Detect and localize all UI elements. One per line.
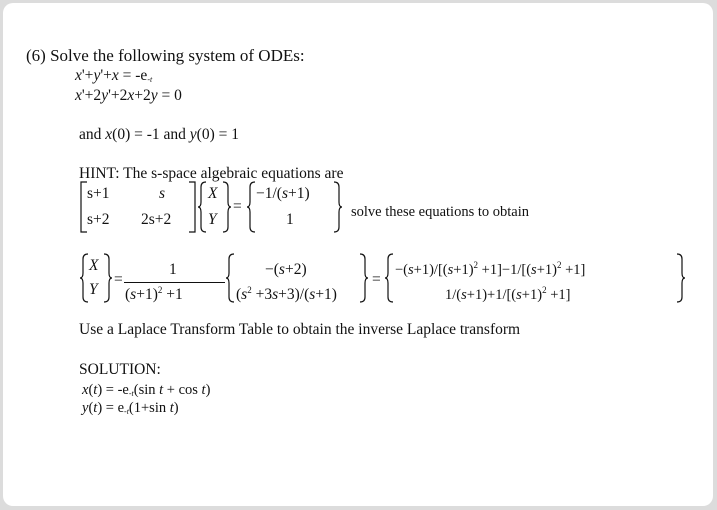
matrix-r2c1: s+2: [87, 211, 110, 228]
sol-equals-2: =: [372, 271, 381, 288]
vector-right-brace: [222, 181, 232, 233]
fraction-bar: [124, 282, 225, 283]
matrix-right-bracket: [187, 181, 197, 233]
ode-equation-2: x'+2y'+2x+2y = 0: [75, 87, 182, 104]
y-solution: $y(t) = e_{-t}(1+\sin$ t): [82, 400, 179, 416]
rhs-top: −1/(s+1): [256, 185, 310, 202]
initial-conditions: and x(0) = -1 and y(0) = 1: [79, 126, 239, 143]
vector-left-brace: [197, 181, 207, 233]
frac-denominator: $(s+1)^2 +1$: [125, 285, 183, 303]
frac-numerator: 1: [169, 261, 177, 278]
sol-vector-left-brace: [79, 253, 89, 303]
vector-y: Y: [208, 211, 217, 228]
final-right-brace: [676, 253, 686, 303]
matrix-r1c2: s: [159, 185, 166, 202]
hint-text: HINT: The s-space algebraic equations are: [79, 165, 344, 182]
vector-x: X: [208, 185, 218, 202]
problem-sheet: [3, 3, 713, 506]
solution-label: SOLUTION:: [79, 361, 161, 378]
final-bottom: $1/(s+1)+1/[(s+1)^2 +1]$: [445, 285, 571, 303]
rhs-bottom: 1: [286, 211, 294, 228]
sol-equals-1: =: [114, 271, 123, 288]
rhs-left-brace: [246, 181, 256, 233]
matrix-equals: =: [233, 198, 242, 215]
inner-bottom: $(s^2 +3s+3)/(s+1)$: [236, 285, 337, 303]
sol-vector-x: X: [89, 257, 99, 274]
matrix-r2c2: 2s+2: [141, 211, 172, 228]
inner-left-brace: [225, 253, 235, 303]
matrix-r1c1: s+1: [87, 185, 110, 202]
sol-vector-y: Y: [89, 281, 98, 298]
solve-instruction: solve these equations to obtain: [351, 204, 529, 220]
sol-vector-right-brace: [103, 253, 113, 303]
final-top: $-(s+1)/[(s+1)^2 +1]-1/[(s+1)^2 +1]$: [395, 260, 586, 278]
inner-top: −(s+2): [265, 261, 307, 278]
ode-equation-1: $x'+y'+x = -e_{-t}$: [75, 67, 153, 84]
x-solution: $x(t) = -e_{-t}(\sin$ t + cos t): [82, 382, 211, 398]
inner-right-brace: [359, 253, 369, 303]
final-left-brace: [384, 253, 394, 303]
laplace-instruction: Use a Laplace Transform Table to obtain the inverse Laplace transform: [79, 321, 521, 338]
rhs-right-brace: [333, 181, 343, 233]
problem-heading: (6) Solve the following system of ODEs:: [26, 46, 305, 65]
